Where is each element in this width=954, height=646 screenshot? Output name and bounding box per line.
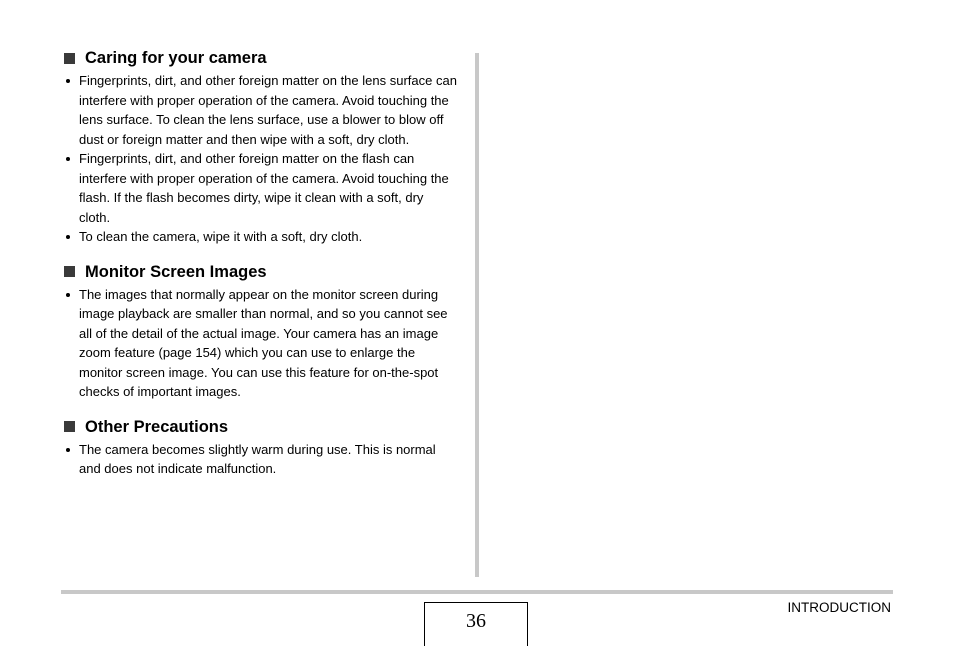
section-heading [62, 47, 458, 69]
footer-rule [61, 590, 893, 594]
section-heading [62, 261, 458, 283]
content-column [62, 47, 458, 479]
list-item: Fingerprints, dirt, and other foreign matter on the lens surface can interfere with proper operation of the camera. Avoid touching the lens surface. To clean the lens surface, use a blower to blow off dust or foreign matter and then wipe with a soft, dry cloth. [62, 71, 458, 149]
section-other [62, 416, 458, 479]
bullet-list [62, 440, 458, 479]
square-bullet-icon [64, 421, 75, 432]
square-bullet-icon [64, 53, 75, 64]
section-heading [62, 416, 458, 438]
section-monitor [62, 261, 458, 402]
chapter-label: INTRODUCTION [787, 600, 891, 615]
column-divider [475, 53, 479, 577]
bullet-list [62, 71, 458, 247]
section-title: Caring for your camera [85, 49, 267, 67]
section-caring [62, 47, 458, 247]
page-number: 36 [424, 602, 528, 646]
list-item: The images that normally appear on the monitor screen during image playback are smaller than normal, and so you cannot see all of the detail of the actual image. Your camera has an image zoom feature (page 154) which you can use to enlarge the monitor screen image. You can use this feature for on-the-spot checks of important images. [62, 285, 458, 402]
bullet-list [62, 285, 458, 402]
section-title: Monitor Screen Images [85, 262, 267, 281]
list-item: To clean the camera, wipe it with a soft, dry cloth. [62, 227, 458, 247]
list-item: The camera becomes slightly warm during use. This is normal and does not indicate malfunction. [62, 440, 458, 479]
section-title: Other Precautions [85, 417, 229, 436]
square-bullet-icon [64, 266, 75, 277]
list-item: Fingerprints, dirt, and other foreign matter on the flash can interfere with proper operation of the camera. Avoid touching the flash. If the flash becomes dirty, wipe it clean with a soft, dry cloth. [62, 149, 458, 227]
